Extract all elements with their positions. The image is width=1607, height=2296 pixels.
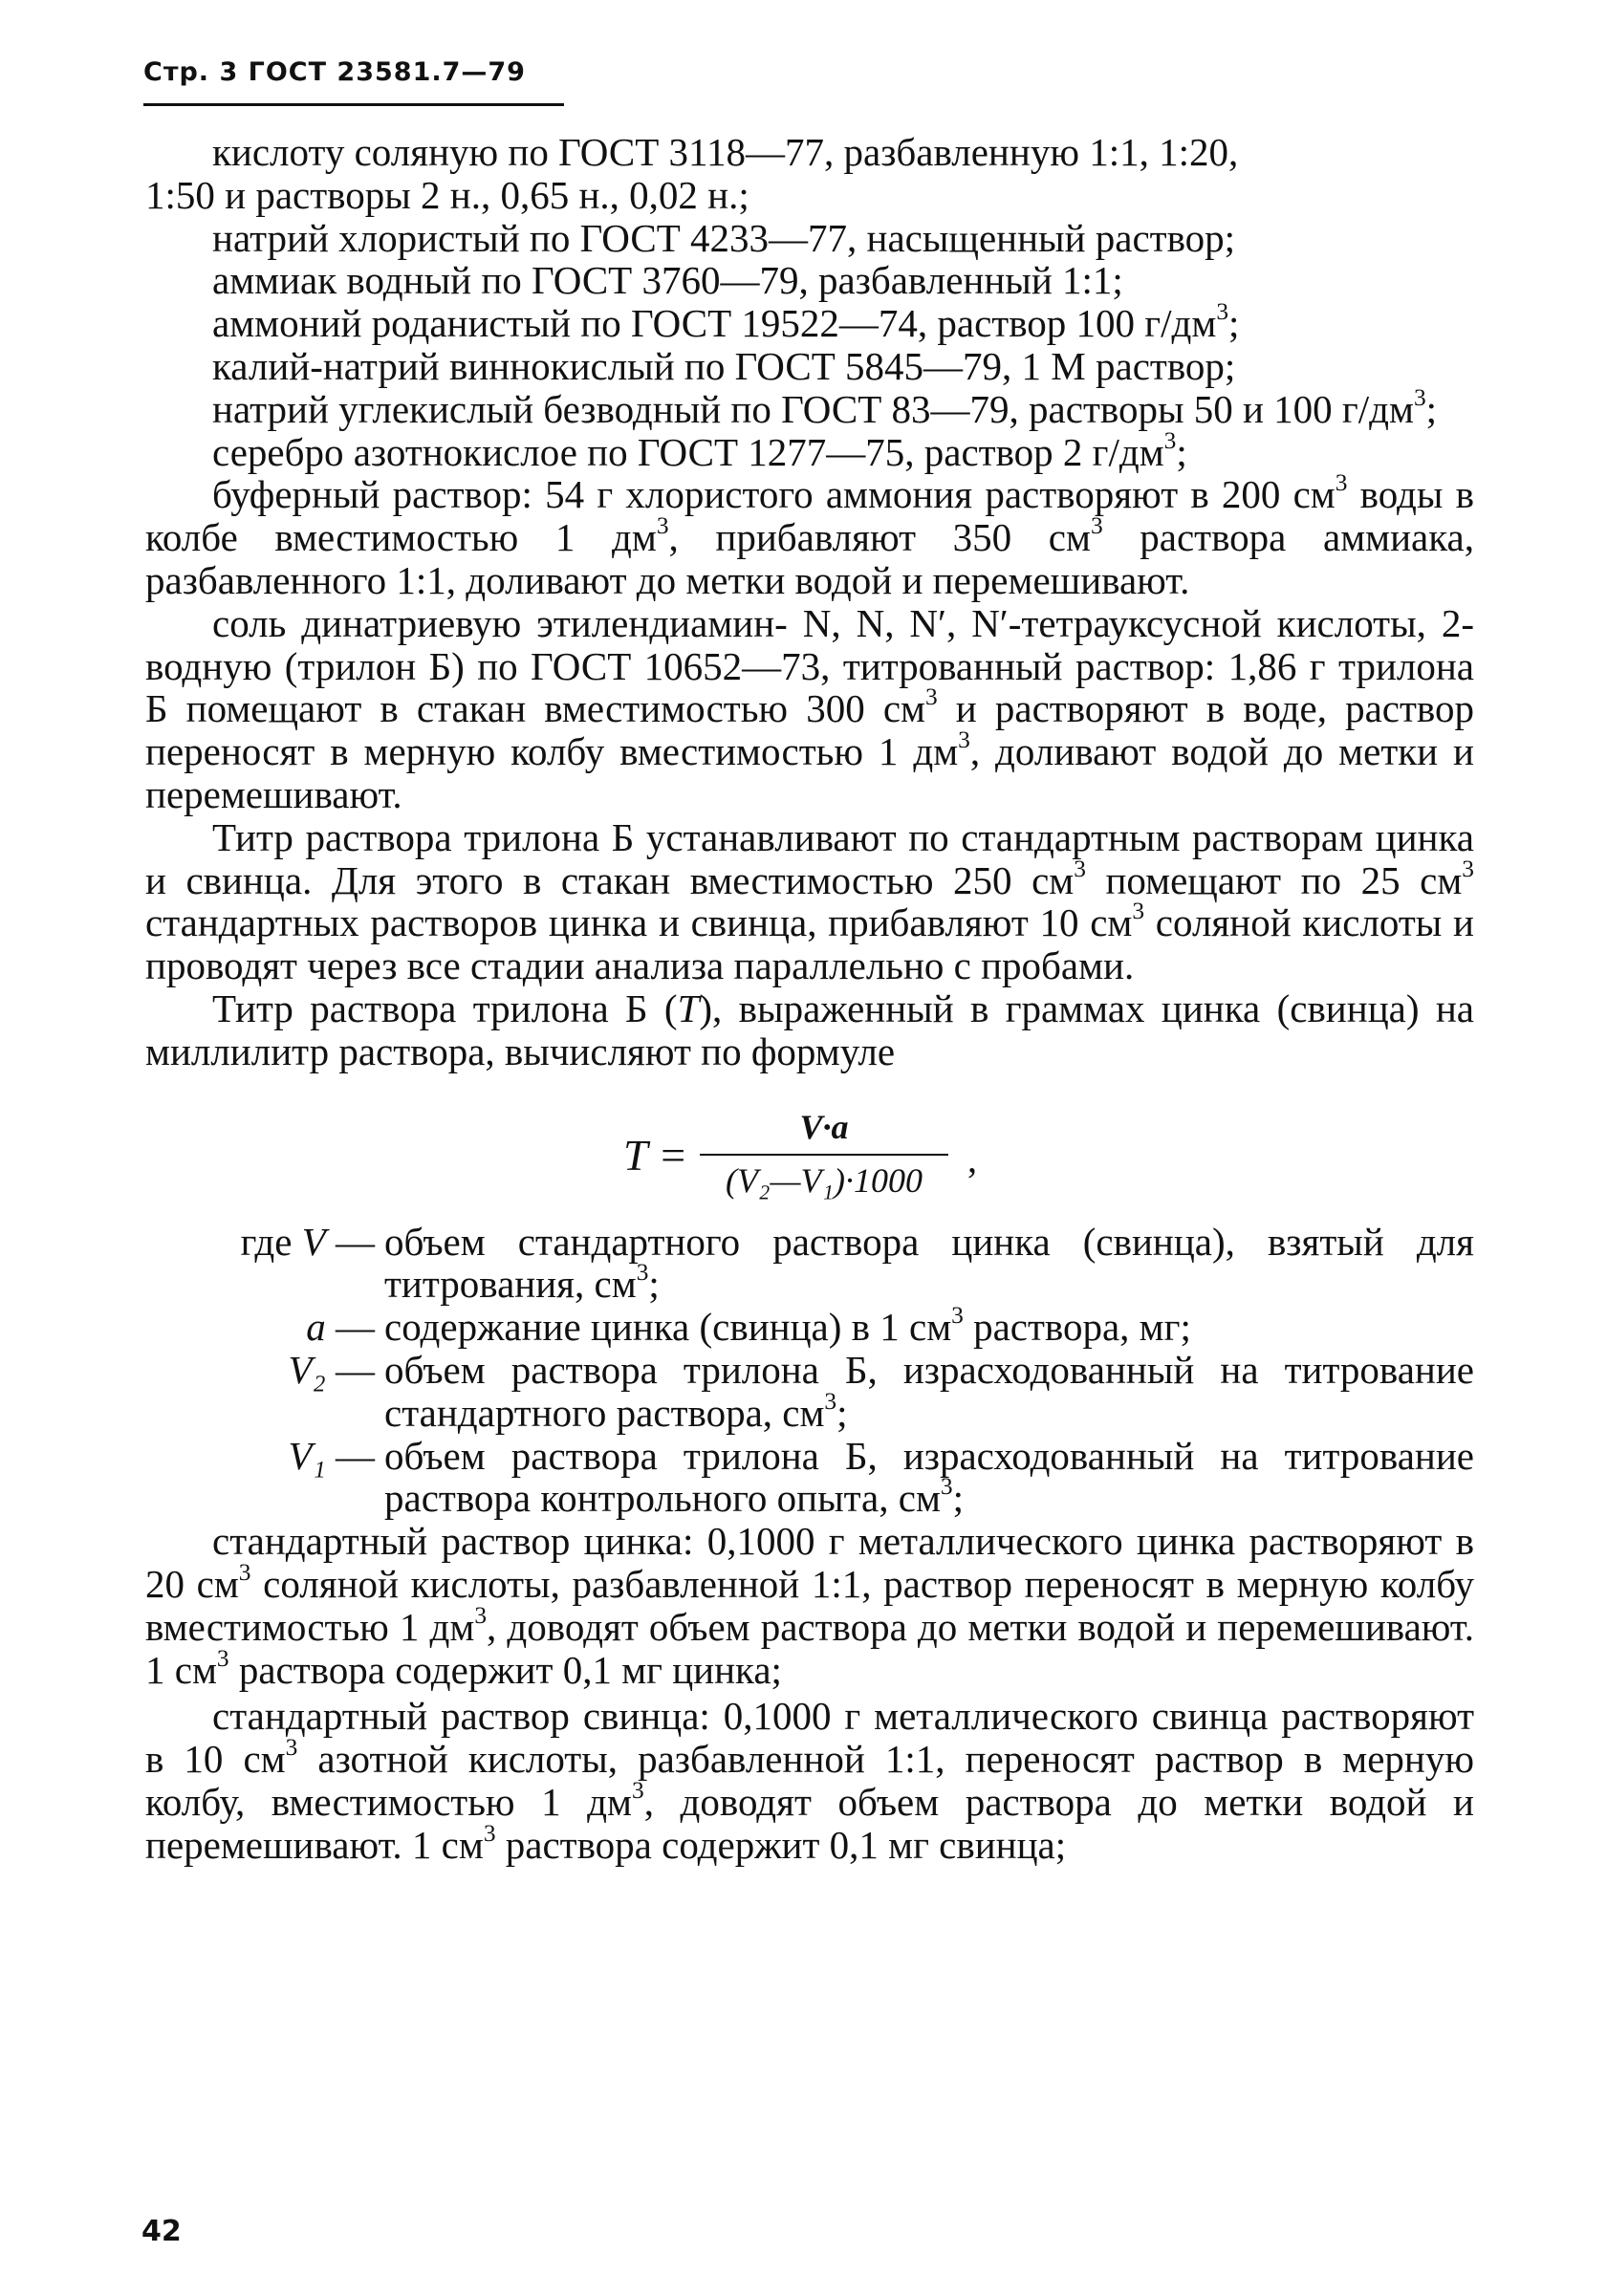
symbol-v1: V₁ — xyxy=(288,1433,375,1478)
titer-paragraph-1: Титр раствора трилона Б устанавливают по стандартным растворам цинка и свинца. Для этого в стакан вместимостью 250 $см^3$ помещают по 25 $см^3$ стандартных растворов цинка и свинца, прибавляют 10 $см^3$ соляной кислоты и проводят через все стадии анализа параллельно с пробами. xyxy=(145,814,1474,988)
formula-numerator: V·a xyxy=(799,1107,849,1146)
page-header: Стр. 3 ГОСТ 23581.7—79 xyxy=(143,57,526,87)
symbol-a: a — xyxy=(306,1305,375,1350)
titer-paragraph-2: Титр раствора трилона Б (T), выраженный в граммах цинка (свинца) на миллилитр раствора, вычисляют по формуле xyxy=(145,986,1474,1073)
page-number: 42 xyxy=(141,2215,182,2248)
formula-comma: , xyxy=(967,1137,977,1180)
reagent-ammonium-thiocyanate: аммоний роданистый по ГОСТ 19522—74, раствор 100 $г/дм^3$; xyxy=(212,298,1240,346)
definition-a: содержание цинка (свинца) в 1 $см^3$ раствора, мг; xyxy=(384,1302,1191,1350)
reagent-buffer: буферный раствор: 54 г хлористого аммония растворяют в 200 $см^3$ воды в колбе вместимостью 1 $дм^3$, прибавляют 350 $см^3$ раствора аммиака, разбавленного 1:1, доливают до метки водой и перемешивают. xyxy=(145,469,1474,602)
standard-lead: стандартный раствор свинца: 0,1000 г металлического свинца растворяют в 10 $см^3$ азотной кислоты, разбавленной 1:1, переносят раствор в мерную колбу, вместимостью 1 $дм^3$, доводят объем раствора до метки водой и перемешивают. 1 $см^3$ раствора содержит 0,1 мг свинца; xyxy=(145,1694,1475,1867)
standard-zinc: стандартный раствор цинка: 0,1000 г металлического цинка растворяют в 20 $см^3$ соляной кислоты, разбавленной 1:1, раствор переносят в мерную колбу вместимостью 1 $дм^3$, доводят объем раствора до метки водой и перемешивают. 1 $см^3$ раствора содержит 0,1 мг цинка; xyxy=(145,1519,1474,1692)
reagent-trilon-b: соль динатриевую этилендиамин- N, N, N′, N′-тетрауксусной кислоты, 2-водную (трилон Б) по ГОСТ 10652—73, титрованный раствор: 1,86 г трилона Б помещают в стакан вместимостью 300 $см^3$ и растворяют в воде, раствор переносят в мерную колбу вместимостью 1 $дм^3$, доливают водой до метки и перемешивают. xyxy=(145,600,1474,816)
reagent-silver-nitrate: серебро азотнокислое по ГОСТ 1277—75, раствор 2 $г/дм^3$; xyxy=(212,426,1187,474)
definition-v2: объем раствора трилона Б, израсходованный на титрование стандартного раствора, $см^3$; xyxy=(384,1347,1474,1435)
where-intro-row: где V — xyxy=(240,1219,375,1264)
reagent-nacl: натрий хлористый по ГОСТ 4233—77, насыщенный раствор; xyxy=(212,215,1236,260)
document-body xyxy=(145,131,1474,1866)
definition-v: объем стандартного раствора цинка (свинца), взятый для титрования, $см^3$; xyxy=(384,1219,1474,1307)
symbol-v2: V₂ — xyxy=(288,1347,375,1392)
header-rule xyxy=(143,103,564,106)
definition-v1: объем раствора трилона Б, израсходованный на титрование раствора контрольного опыта, $см^3$; xyxy=(384,1433,1474,1521)
variable-definitions xyxy=(145,1221,1474,1521)
reagent-ammonia: аммиак водный по ГОСТ 3760—79, разбавленный 1:1; xyxy=(212,258,1123,303)
formula-fraction xyxy=(700,1106,948,1203)
reagent-sodium-carbonate: натрий углекислый безводный по ГОСТ 83—79, растворы 50 и 100 $г/дм^3$; xyxy=(212,384,1438,431)
titer-formula xyxy=(145,1096,1474,1221)
reagent-tartrate: калий-натрий виннокислый по ГОСТ 5845—79, 1 М раствор; xyxy=(212,343,1236,388)
formula-lhs: T = xyxy=(623,1130,688,1180)
formula-denominator: (V₂—V₁)·1000 xyxy=(726,1161,923,1201)
reagent-hcl: кислоту соляную по ГОСТ 3118—77, разбавленную 1:1, 1:20, 1:50 и растворы 2 н., 0,65 н., 0,02 н.; xyxy=(145,130,1239,217)
